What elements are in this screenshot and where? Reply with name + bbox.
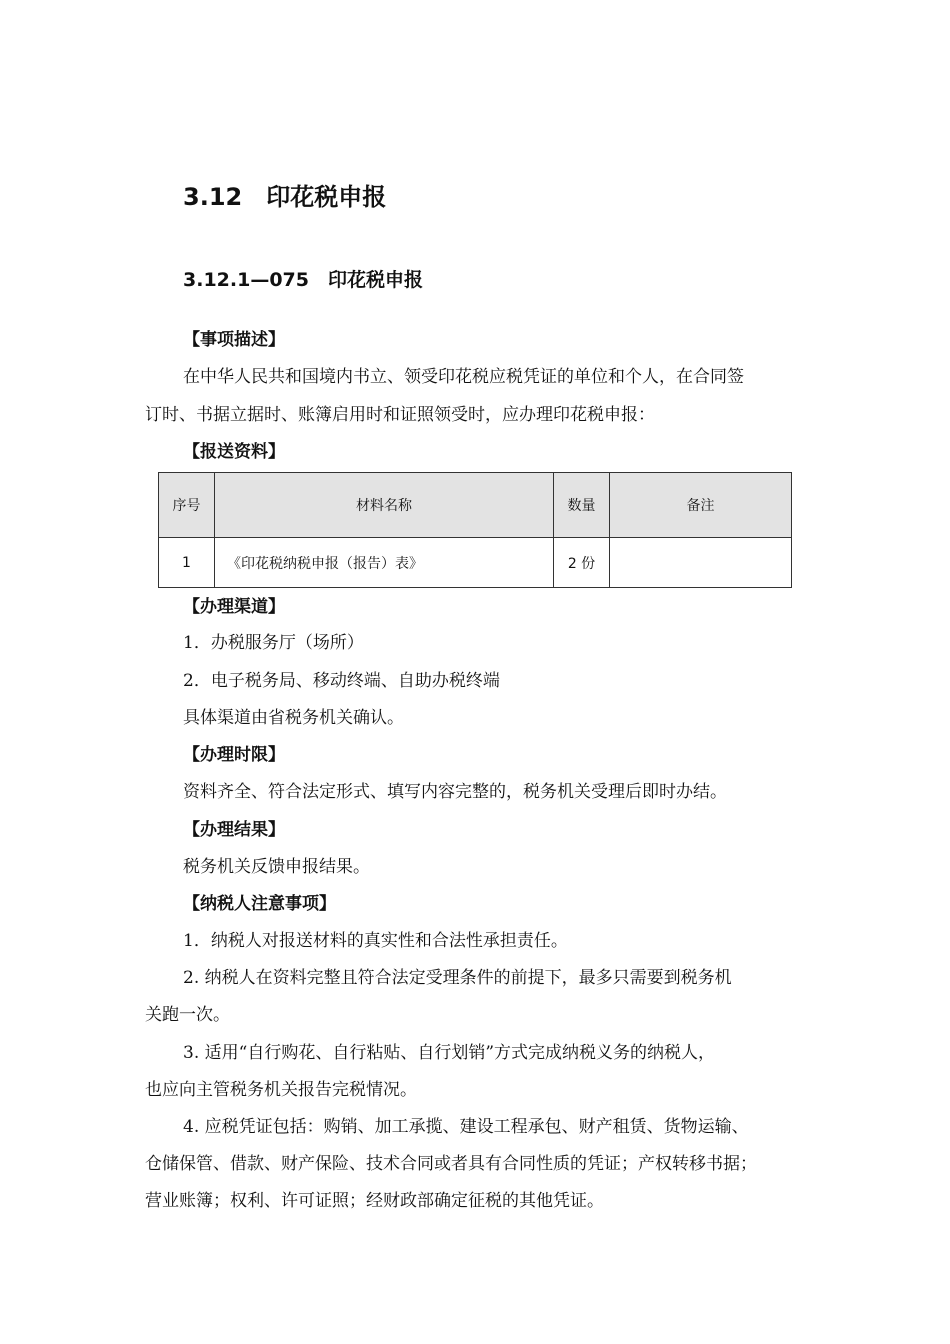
column-header-name: 材料名称 bbox=[215, 473, 554, 538]
note-item: 1．纳税人对报送材料的真实性和合法性承担责任。 bbox=[183, 931, 568, 951]
description-line: 在中华人民共和国境内书立、领受印花税应税凭证的单位和个人，在合同签 bbox=[183, 367, 744, 387]
note-item-continued: 营业账簿；权利、许可证照；经财政部确定征税的其他凭证。 bbox=[145, 1191, 604, 1211]
note-item: 4. 应税凭证包括：购销、加工承揽、建设工程承包、财产租赁、货物运输、 bbox=[183, 1117, 749, 1137]
description-line: 订时、书据立据时、账簿启用时和证照领受时，应办理印花税申报： bbox=[145, 405, 655, 425]
cell-name: 《印花税纳税申报（报告）表》 bbox=[215, 538, 554, 588]
description-label: 【事项描述】 bbox=[183, 330, 285, 350]
section-title: 3.12 印花税申报 bbox=[183, 183, 387, 211]
notes-label: 【纳税人注意事项】 bbox=[183, 894, 336, 914]
time-limit-label: 【办理时限】 bbox=[183, 745, 285, 765]
result-label: 【办理结果】 bbox=[183, 820, 285, 840]
channel-note: 具体渠道由省税务机关确认。 bbox=[183, 708, 404, 728]
materials-table bbox=[158, 472, 792, 588]
cell-no: 1 bbox=[159, 538, 215, 588]
channel-item: 2．电子税务局、移动终端、自助办税终端 bbox=[183, 671, 500, 691]
column-header-qty: 数量 bbox=[554, 473, 610, 538]
column-header-note: 备注 bbox=[610, 473, 792, 538]
note-item-continued: 仓储保管、借款、财产保险、技术合同或者具有合同性质的凭证；产权转移书据； bbox=[145, 1154, 757, 1174]
subsection-title: 3.12.1—075 印花税申报 bbox=[183, 269, 423, 291]
materials-label: 【报送资料】 bbox=[183, 442, 285, 462]
cell-qty: 2 份 bbox=[554, 538, 610, 588]
time-limit-text: 资料齐全、符合法定形式、填写内容完整的，税务机关受理后即时办结。 bbox=[183, 782, 727, 802]
result-text: 税务机关反馈申报结果。 bbox=[183, 857, 370, 877]
note-item: 3. 适用“自行购花、自行粘贴、自行划销”方式完成纳税义务的纳税人， bbox=[183, 1043, 716, 1063]
table-header-row bbox=[159, 473, 792, 538]
channels-label: 【办理渠道】 bbox=[183, 597, 285, 617]
cell-note bbox=[610, 538, 792, 588]
channel-item: 1．办税服务厅（场所） bbox=[183, 633, 364, 653]
note-item-continued: 也应向主管税务机关报告完税情况。 bbox=[145, 1080, 417, 1100]
column-header-no: 序号 bbox=[159, 473, 215, 538]
note-item: 2. 纳税人在资料完整且符合法定受理条件的前提下，最多只需要到税务机 bbox=[183, 968, 732, 988]
note-item-continued: 关跑一次。 bbox=[145, 1005, 230, 1025]
table-row bbox=[159, 538, 792, 588]
